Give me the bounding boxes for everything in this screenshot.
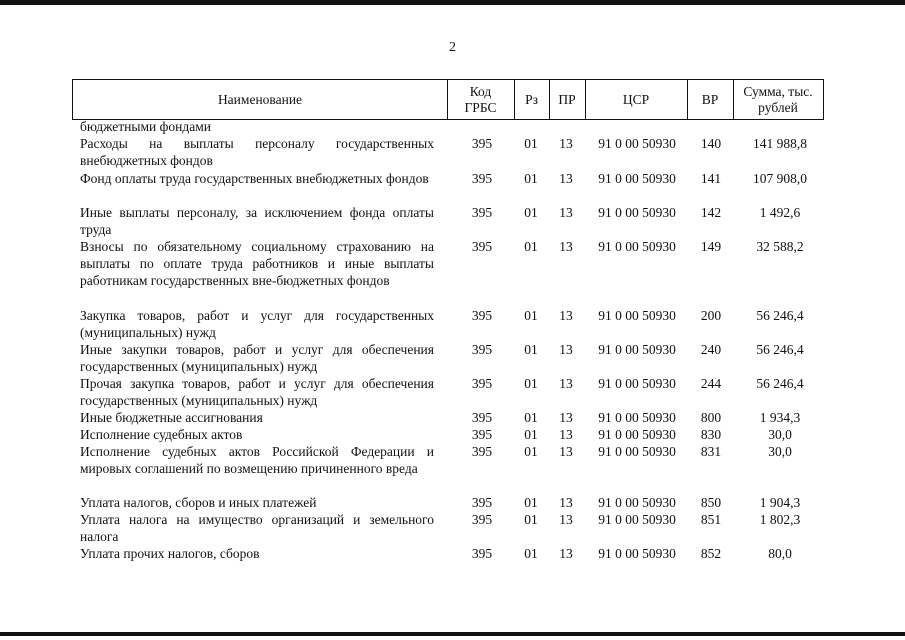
row-csr: 91 0 00 50930 (598, 444, 676, 459)
row-vr: 141 (700, 171, 722, 186)
row-rz: 01 (524, 512, 538, 527)
row-sum: 30,0 (768, 427, 792, 442)
row-vr: 831 (700, 444, 722, 459)
row-rz: 01 (524, 495, 538, 510)
row-name: Фонд оплаты труда государственных внебюджетных фондов (80, 171, 429, 186)
row-vr: 240 (700, 342, 722, 357)
row-rz: 01 (524, 342, 538, 357)
row-vr: 140 (700, 136, 722, 151)
row-rz: 01 (524, 410, 538, 425)
row-pr: 13 (559, 239, 573, 254)
row-grbs: 395 (471, 495, 493, 510)
header-pr: ПР (558, 91, 576, 107)
row-sum: 80,0 (768, 546, 792, 561)
row-csr: 91 0 00 50930 (598, 205, 676, 220)
row-rz: 01 (524, 205, 538, 220)
row-grbs: 395 (471, 376, 493, 391)
row-vr: 830 (700, 427, 722, 442)
row-sum: 107 908,0 (753, 171, 807, 186)
row-sum: 1 802,3 (759, 512, 801, 527)
row-rz: 01 (524, 546, 538, 561)
row-csr: 91 0 00 50930 (598, 308, 676, 323)
row-csr: 91 0 00 50930 (598, 546, 676, 561)
row-vr: 244 (700, 376, 722, 391)
row-grbs: 395 (471, 136, 493, 151)
row-grbs: 395 (471, 239, 493, 254)
header-vr: ВР (701, 91, 719, 107)
row-name: Взносы по обязательному социальному страхованию на выплаты по оплате труда работников и иные выплаты работникам государственных вне-бюджетных фондов (80, 239, 434, 288)
header-csr: ЦСР (622, 91, 650, 107)
header-name: Наименование (217, 91, 303, 107)
row-csr: 91 0 00 50930 (598, 427, 676, 442)
row-grbs: 395 (471, 512, 493, 527)
row-vr: 142 (700, 205, 722, 220)
header-sum: Сумма, тыс. рублей (743, 83, 813, 115)
row-grbs: 395 (471, 410, 493, 425)
row-pr: 13 (559, 512, 573, 527)
row-pr: 13 (559, 546, 573, 561)
row-sum: 32 588,2 (756, 239, 804, 254)
row-pr: 13 (559, 427, 573, 442)
row-grbs: 395 (471, 205, 493, 220)
row-sum: 56 246,4 (756, 376, 804, 391)
row-pr: 13 (559, 342, 573, 357)
row-csr: 91 0 00 50930 (598, 376, 676, 391)
row-name: Иные бюджетные ассигнования (80, 410, 263, 425)
row-grbs: 395 (471, 546, 493, 561)
row-grbs: 395 (471, 308, 493, 323)
header-rz: Рз (525, 91, 538, 107)
row-sum: 30,0 (768, 444, 792, 459)
row-name: Уплата прочих налогов, сборов (80, 546, 260, 561)
row-rz: 01 (524, 171, 538, 186)
row-rz: 01 (524, 444, 538, 459)
row-csr: 91 0 00 50930 (598, 136, 676, 151)
row-vr: 200 (700, 308, 722, 323)
row-csr: 91 0 00 50930 (598, 495, 676, 510)
row-pr: 13 (559, 495, 573, 510)
row-pr: 13 (559, 308, 573, 323)
row-rz: 01 (524, 427, 538, 442)
top-border-rule (0, 0, 905, 5)
row-name: Расходы на выплаты персоналу государственных внебюджетных фондов (80, 136, 434, 168)
row-pr: 13 (559, 205, 573, 220)
continuation-text: бюджетными фондами (80, 119, 211, 134)
row-vr: 800 (700, 410, 722, 425)
row-csr: 91 0 00 50930 (598, 410, 676, 425)
row-name: Уплата налогов, сборов и иных платежей (80, 495, 317, 510)
row-rz: 01 (524, 136, 538, 151)
row-sum: 56 246,4 (756, 342, 804, 357)
row-vr: 851 (700, 512, 722, 527)
row-sum: 141 988,8 (753, 136, 807, 151)
row-csr: 91 0 00 50930 (598, 171, 676, 186)
row-grbs: 395 (471, 427, 493, 442)
row-grbs: 395 (471, 171, 493, 186)
row-sum: 56 246,4 (756, 308, 804, 323)
row-pr: 13 (559, 171, 573, 186)
row-pr: 13 (559, 410, 573, 425)
bottom-border-rule (0, 632, 905, 636)
table-header (72, 79, 824, 120)
row-sum: 1 934,3 (759, 410, 801, 425)
row-pr: 13 (559, 444, 573, 459)
row-rz: 01 (524, 239, 538, 254)
row-csr: 91 0 00 50930 (598, 239, 676, 254)
row-vr: 149 (700, 239, 722, 254)
row-name: Закупка товаров, работ и услуг для государственных (муниципальных) нужд (80, 308, 434, 340)
row-vr: 850 (700, 495, 722, 510)
row-grbs: 395 (471, 342, 493, 357)
row-sum: 1 904,3 (759, 495, 801, 510)
page-number: 2 (449, 40, 456, 55)
row-csr: 91 0 00 50930 (598, 512, 676, 527)
row-name: Уплата налога на имущество организаций и земельного налога (80, 512, 434, 544)
row-pr: 13 (559, 376, 573, 391)
row-name: Иные выплаты персоналу, за исключением фонда оплаты труда (80, 205, 434, 237)
row-grbs: 395 (471, 444, 493, 459)
row-name: Иные закупки товаров, работ и услуг для обеспечения государственных (муниципальных) нужд (80, 342, 434, 374)
header-grbs: Код ГРБС (464, 83, 497, 115)
row-csr: 91 0 00 50930 (598, 342, 676, 357)
row-sum: 1 492,6 (759, 205, 801, 220)
row-name: Прочая закупка товаров, работ и услуг для обеспечения государственных (муниципальных) нужд (80, 376, 434, 408)
row-rz: 01 (524, 376, 538, 391)
row-name: Исполнение судебных актов (80, 427, 243, 442)
row-name: Исполнение судебных актов Российской Федерации и мировых соглашений по возмещению причиненного вреда (80, 444, 434, 476)
row-rz: 01 (524, 308, 538, 323)
row-pr: 13 (559, 136, 573, 151)
row-vr: 852 (700, 546, 722, 561)
